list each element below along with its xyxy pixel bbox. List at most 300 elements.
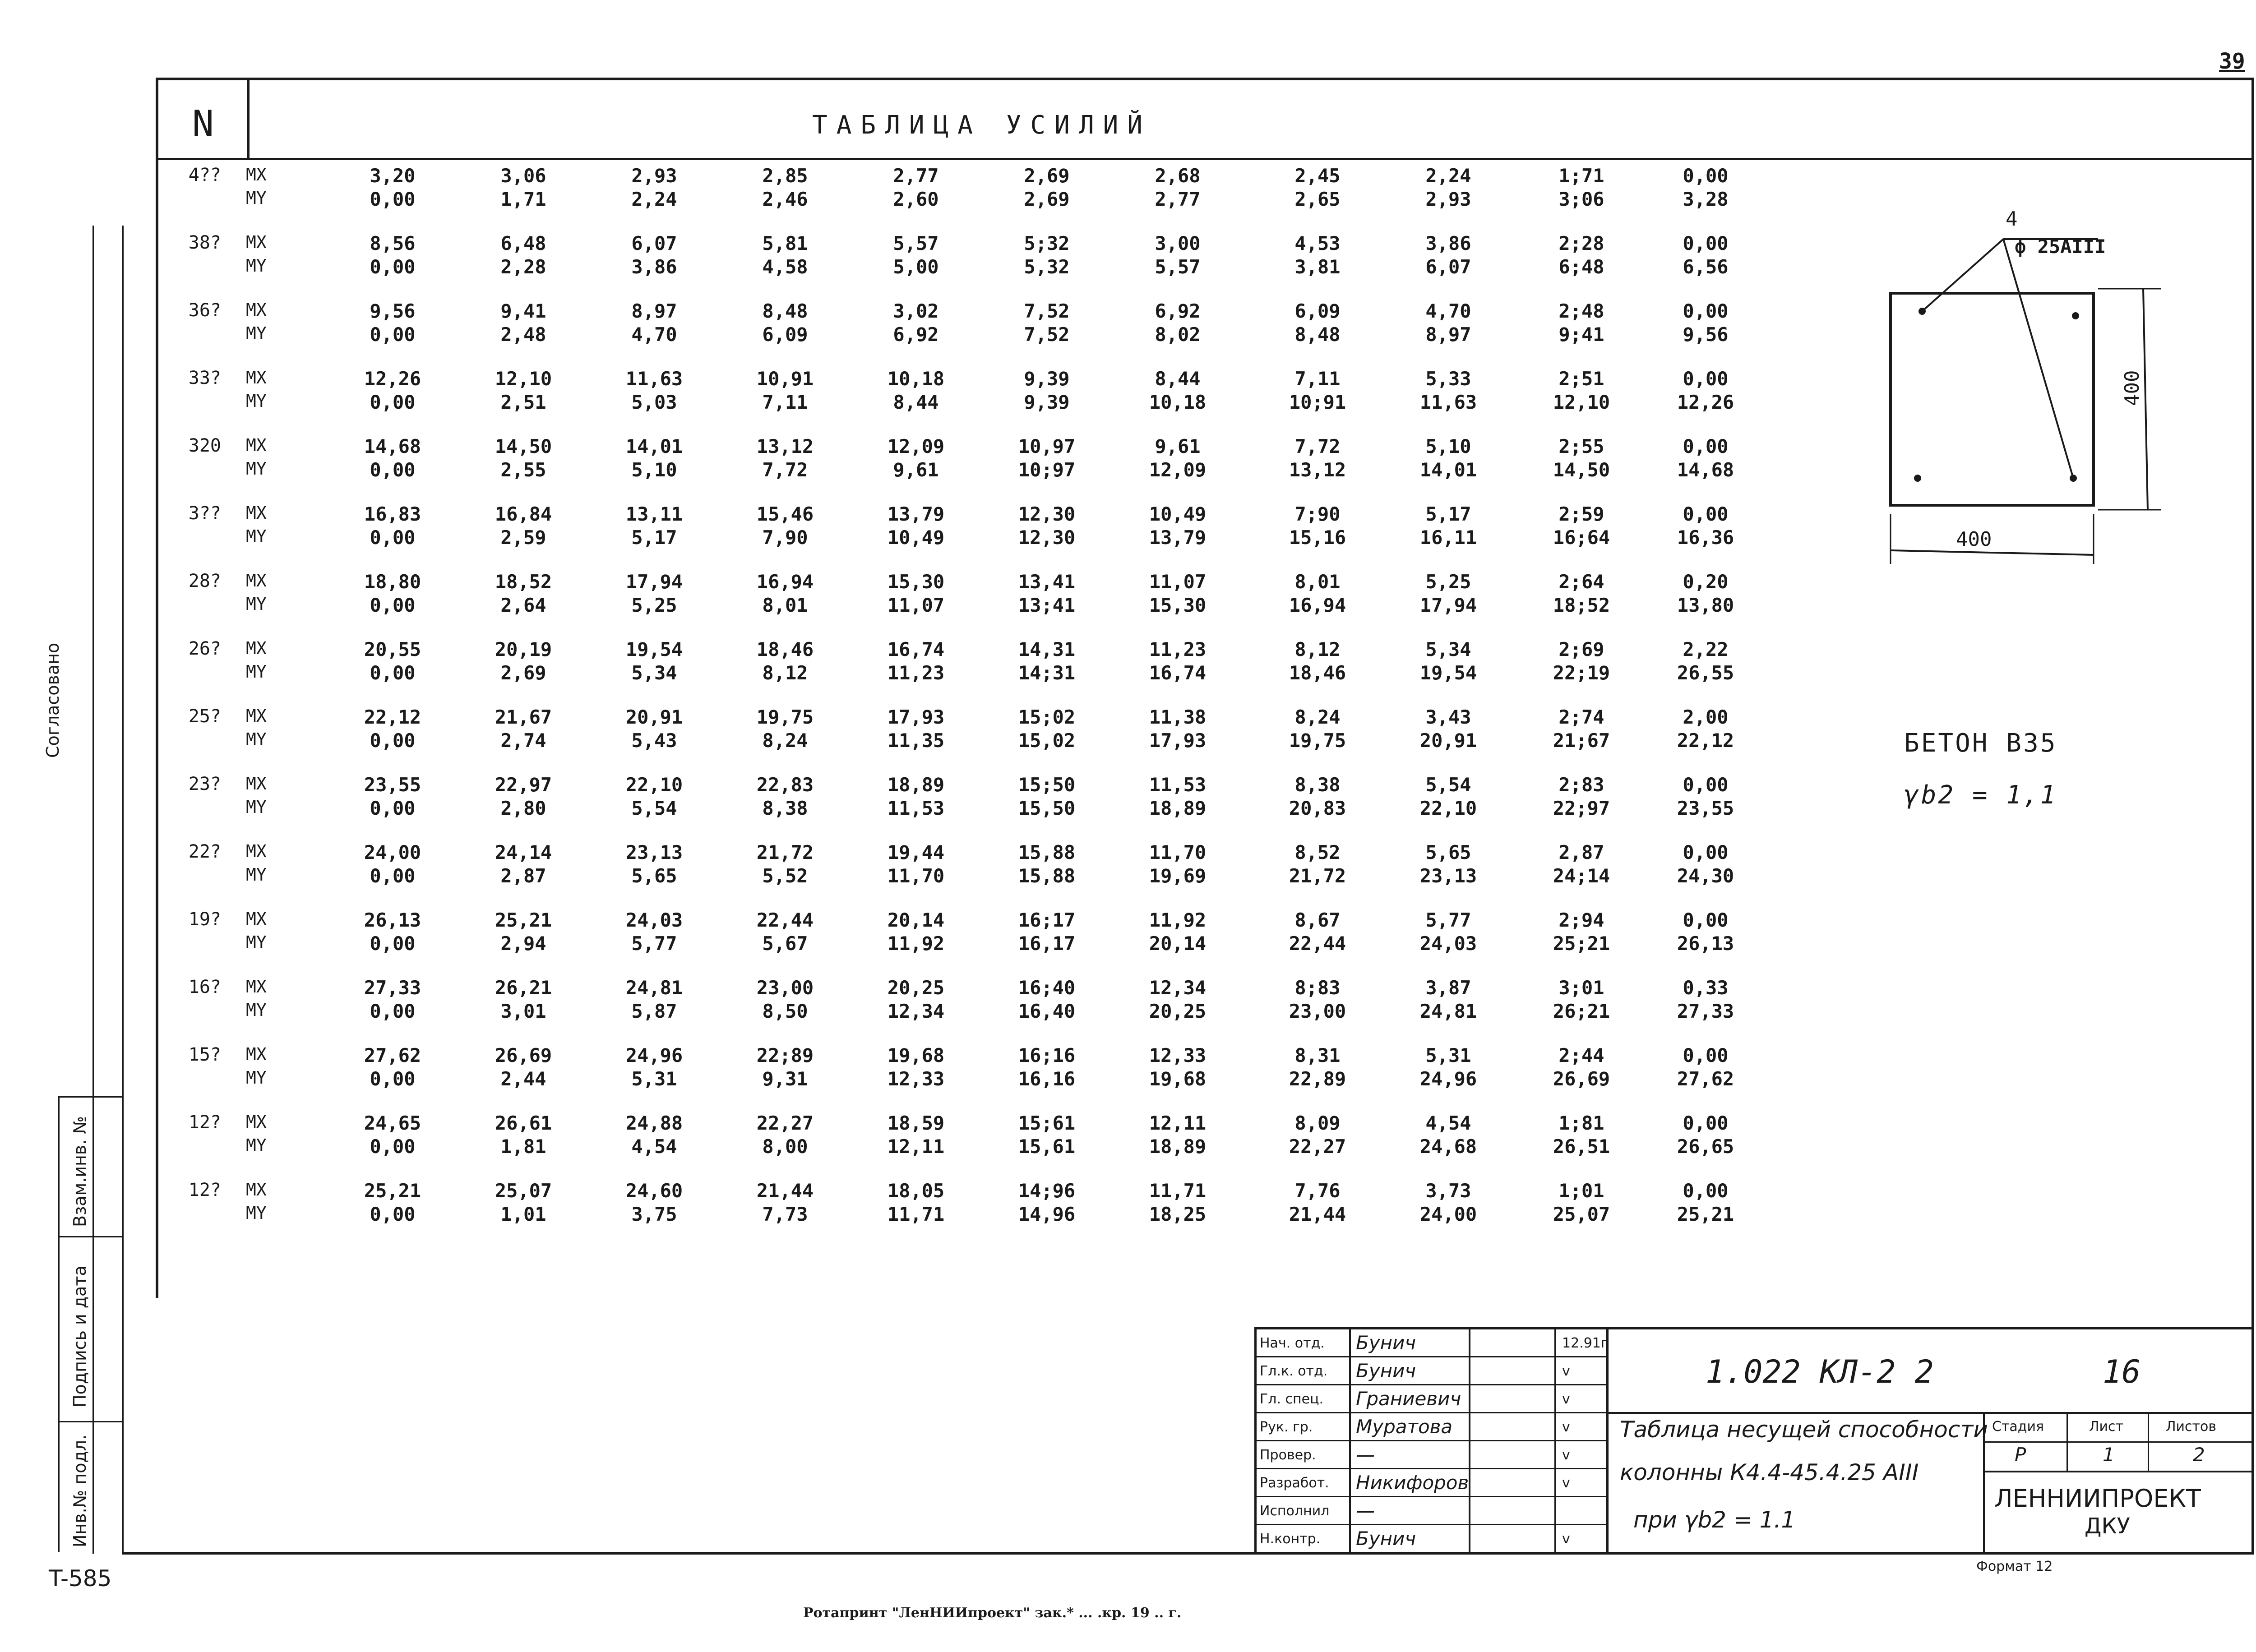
table-cell: 21,44 bbox=[1289, 1203, 1346, 1225]
table-cell: 20,19 bbox=[495, 638, 552, 660]
table-cell: 3,73 bbox=[1425, 1180, 1471, 1202]
table-cell: 16,40 bbox=[1018, 1000, 1076, 1022]
row-label-my: MY bbox=[246, 932, 267, 952]
table-cell: 20,14 bbox=[1149, 932, 1207, 955]
table-cell: 19,54 bbox=[625, 638, 683, 660]
row-number: 12? bbox=[188, 1180, 221, 1200]
table-cell: 2;74 bbox=[1558, 706, 1604, 728]
table-cell: 27,62 bbox=[1677, 1068, 1734, 1090]
table-cell: 0,00 bbox=[370, 1068, 416, 1090]
table-cell: 26,51 bbox=[1553, 1135, 1610, 1158]
table-cell: 26,21 bbox=[495, 977, 552, 999]
header-separator-line bbox=[156, 158, 2254, 160]
stamp-row-line bbox=[1254, 1524, 1609, 1525]
table-cell: 2,77 bbox=[1155, 188, 1201, 210]
table-cell: 3,28 bbox=[1683, 188, 1729, 210]
table-cell: 13,41 bbox=[1018, 571, 1076, 593]
table-cell: 18;52 bbox=[1553, 594, 1610, 616]
table-cell: 7;90 bbox=[1294, 503, 1341, 525]
row-number: 25? bbox=[188, 706, 221, 727]
row-label-my: MY bbox=[246, 1068, 267, 1088]
table-cell: 16,84 bbox=[495, 503, 552, 525]
table-cell: 0,00 bbox=[370, 594, 416, 616]
table-cell: 2;51 bbox=[1558, 368, 1604, 390]
sidebar-right-line bbox=[122, 226, 124, 1554]
table-cell: 0,00 bbox=[370, 797, 416, 819]
table-cell: 12,09 bbox=[1149, 459, 1207, 481]
stamp-stage-label: Стадия bbox=[1992, 1419, 2044, 1435]
table-cell: 11,71 bbox=[887, 1203, 945, 1225]
table-cell: 18,89 bbox=[1149, 1135, 1207, 1158]
table-cell: 2;64 bbox=[1558, 571, 1604, 593]
row-label-mx: MX bbox=[246, 165, 267, 185]
table-cell: 15;02 bbox=[1018, 706, 1076, 728]
table-cell: 2,68 bbox=[1155, 165, 1201, 187]
stamp-date: v bbox=[1562, 1419, 1570, 1435]
section-height-label: 400 bbox=[2121, 370, 2144, 406]
table-cell: 5,57 bbox=[1155, 256, 1201, 278]
table-cell: 5,31 bbox=[1425, 1044, 1471, 1066]
row-label-mx: MX bbox=[246, 977, 267, 997]
row-label-my: MY bbox=[246, 662, 267, 682]
table-cell: 27,33 bbox=[364, 977, 421, 999]
table-cell: 6,48 bbox=[500, 232, 546, 254]
stamp-stage-col-2 bbox=[2148, 1412, 2149, 1471]
table-cell: 13,79 bbox=[1149, 526, 1207, 549]
stamp-stage-bottom bbox=[1983, 1471, 2252, 1472]
table-cell: 23,55 bbox=[1677, 797, 1734, 819]
table-cell: 6,92 bbox=[893, 323, 939, 346]
table-cell: 12,26 bbox=[1677, 391, 1734, 413]
table-cell: 21,67 bbox=[495, 706, 552, 728]
dim-line-right bbox=[2143, 289, 2148, 510]
table-cell: 14;31 bbox=[1018, 662, 1076, 684]
row-label-mx: MX bbox=[246, 232, 267, 252]
table-cell: 13,11 bbox=[625, 503, 683, 525]
row-label-mx: MX bbox=[246, 841, 267, 861]
table-cell: 2,24 bbox=[631, 188, 677, 210]
concrete-class-label: БЕТОН В35 bbox=[1904, 729, 2057, 758]
rebar-dot bbox=[2072, 312, 2079, 319]
table-cell: 13,12 bbox=[756, 435, 814, 457]
stamp-name: Бунич bbox=[1356, 1527, 1416, 1550]
table-cell: 18,89 bbox=[887, 774, 945, 796]
frame-top-line bbox=[156, 78, 2254, 80]
table-cell: 22,27 bbox=[756, 1112, 814, 1134]
stamp-date: v bbox=[1562, 1447, 1570, 1463]
table-cell: 20,91 bbox=[1419, 729, 1477, 752]
row-label-my: MY bbox=[246, 729, 267, 749]
table-cell: 6;48 bbox=[1558, 256, 1604, 278]
table-cell: 3,75 bbox=[631, 1203, 677, 1225]
row-label-mx: MX bbox=[246, 638, 267, 658]
table-cell: 12,11 bbox=[1149, 1112, 1207, 1134]
table-cell: 0,00 bbox=[1683, 368, 1729, 390]
row-number: 28? bbox=[188, 571, 221, 591]
table-cell: 24,65 bbox=[364, 1112, 421, 1134]
row-label-my: MY bbox=[246, 1000, 267, 1020]
table-cell: 2,85 bbox=[762, 165, 808, 187]
stamp-stage-value: Р bbox=[2015, 1444, 2026, 1466]
table-cell: 0,00 bbox=[370, 1203, 416, 1225]
table-cell: 2,28 bbox=[500, 256, 546, 278]
table-cell: 2,69 bbox=[1024, 188, 1070, 210]
table-cell: 25,21 bbox=[495, 909, 552, 931]
table-cell: 24,30 bbox=[1677, 865, 1734, 887]
table-cell: 8,12 bbox=[762, 662, 808, 684]
table-cell: 7,90 bbox=[762, 526, 808, 549]
table-cell: 5,03 bbox=[631, 391, 677, 413]
table-cell: 26,55 bbox=[1677, 662, 1734, 684]
table-cell: 5,17 bbox=[1425, 503, 1471, 525]
row-number: 38? bbox=[188, 232, 221, 253]
frame-bottom-line bbox=[122, 1552, 2254, 1555]
table-cell: 24,81 bbox=[625, 977, 683, 999]
table-cell: 26,69 bbox=[1553, 1068, 1610, 1090]
table-cell: 11,07 bbox=[887, 594, 945, 616]
table-cell: 23,00 bbox=[1289, 1000, 1346, 1022]
stamp-title-line1: Таблица несущей способности bbox=[1620, 1417, 1988, 1443]
table-cell: 17,94 bbox=[625, 571, 683, 593]
stamp-row-line bbox=[1254, 1412, 1609, 1413]
table-cell: 22;19 bbox=[1553, 662, 1610, 684]
table-cell: 5,65 bbox=[1425, 841, 1471, 863]
table-cell: 3,87 bbox=[1425, 977, 1471, 999]
table-cell: 18,46 bbox=[1289, 662, 1346, 684]
table-cell: 16,17 bbox=[1018, 932, 1076, 955]
table-cell: 3,86 bbox=[631, 256, 677, 278]
table-cell: 0,00 bbox=[1683, 232, 1729, 254]
table-cell: 13;41 bbox=[1018, 594, 1076, 616]
table-cell: 9;41 bbox=[1558, 323, 1604, 346]
table-cell: 2,77 bbox=[893, 165, 939, 187]
table-cell: 5,00 bbox=[893, 256, 939, 278]
table-cell: 7,52 bbox=[1024, 300, 1070, 322]
table-cell: 23,13 bbox=[1419, 865, 1477, 887]
table-cell: 8,56 bbox=[370, 232, 416, 254]
stamp-role: Провер. bbox=[1260, 1447, 1316, 1463]
table-cell: 5,52 bbox=[762, 865, 808, 887]
concrete-coef-label: γb2 = 1,1 bbox=[1904, 780, 2057, 810]
row-label-my: MY bbox=[246, 459, 267, 479]
table-cell: 8,09 bbox=[1294, 1112, 1341, 1134]
table-cell: 8,67 bbox=[1294, 909, 1341, 931]
stamp-role: Гл.к. отд. bbox=[1260, 1363, 1328, 1379]
table-cell: 17,94 bbox=[1419, 594, 1477, 616]
table-cell: 2,45 bbox=[1294, 165, 1341, 187]
table-cell: 5,54 bbox=[631, 797, 677, 819]
stamp-date: v bbox=[1562, 1475, 1570, 1491]
row-number: 12? bbox=[188, 1112, 221, 1133]
table-cell: 2,80 bbox=[500, 797, 546, 819]
table-cell: 2;28 bbox=[1558, 232, 1604, 254]
table-cell: 5,43 bbox=[631, 729, 677, 752]
stamp-name: — bbox=[1356, 1444, 1375, 1466]
table-cell: 5,10 bbox=[1425, 435, 1471, 457]
table-cell: 18,05 bbox=[887, 1180, 945, 1202]
table-cell: 16,16 bbox=[1018, 1068, 1076, 1090]
row-number: 33? bbox=[188, 368, 221, 388]
table-cell: 23,00 bbox=[756, 977, 814, 999]
stamp-name: Бунич bbox=[1356, 1332, 1416, 1354]
table-cell: 20,25 bbox=[1149, 1000, 1207, 1022]
table-cell: 15,16 bbox=[1289, 526, 1346, 549]
table-cell: 8,48 bbox=[1294, 323, 1341, 346]
table-cell: 2,94 bbox=[500, 932, 546, 955]
table-cell: 9,39 bbox=[1024, 368, 1070, 390]
table-cell: 4,54 bbox=[631, 1135, 677, 1158]
table-cell: 16,94 bbox=[756, 571, 814, 593]
table-cell: 0,00 bbox=[370, 188, 416, 210]
table-cell: 0,00 bbox=[1683, 165, 1729, 187]
table-cell: 17,93 bbox=[887, 706, 945, 728]
table-cell: 11,92 bbox=[1149, 909, 1207, 931]
table-cell: 2,59 bbox=[500, 526, 546, 549]
table-cell: 2;59 bbox=[1558, 503, 1604, 525]
table-cell: 3;06 bbox=[1558, 188, 1604, 210]
stamp-role: Рук. гр. bbox=[1260, 1419, 1313, 1435]
table-cell: 22;97 bbox=[1553, 797, 1610, 819]
table-cell: 5,17 bbox=[631, 526, 677, 549]
table-cell: 16;40 bbox=[1018, 977, 1076, 999]
table-cell: 5,34 bbox=[631, 662, 677, 684]
table-cell: 20,55 bbox=[364, 638, 421, 660]
table-cell: 0,00 bbox=[1683, 909, 1729, 931]
sidebar-left-line bbox=[58, 1096, 60, 1552]
table-cell: 8,31 bbox=[1294, 1044, 1341, 1066]
table-cell: 8,00 bbox=[762, 1135, 808, 1158]
table-cell: 2;44 bbox=[1558, 1044, 1604, 1066]
stamp-row-line bbox=[1254, 1468, 1609, 1469]
table-cell: 1,81 bbox=[500, 1135, 546, 1158]
table-cell: 9,56 bbox=[370, 300, 416, 322]
table-cell: 11,35 bbox=[887, 729, 945, 752]
table-cell: 5,77 bbox=[1425, 909, 1471, 931]
sidebar-divider-1 bbox=[58, 1096, 123, 1098]
stamp-role: Нач. отд. bbox=[1260, 1335, 1325, 1351]
table-cell: 24,00 bbox=[1419, 1203, 1477, 1225]
row-number: 3?? bbox=[188, 503, 221, 524]
stamp-sheets-value: 2 bbox=[2193, 1444, 2205, 1466]
table-cell: 3,86 bbox=[1425, 232, 1471, 254]
table-cell: 12,34 bbox=[1149, 977, 1207, 999]
table-cell: 15;50 bbox=[1018, 774, 1076, 796]
table-cell: 2,24 bbox=[1425, 165, 1471, 187]
table-cell: 7,73 bbox=[762, 1203, 808, 1225]
sidebar-inv-podl-label: Инв.№ подл. bbox=[70, 1434, 90, 1547]
bar-count-label: 4 bbox=[2006, 208, 2018, 231]
table-cell: 8,01 bbox=[762, 594, 808, 616]
rebar-dot bbox=[1914, 475, 1921, 482]
table-cell: 0,00 bbox=[1683, 841, 1729, 863]
stamp-role: Исполнил bbox=[1260, 1503, 1330, 1519]
stamp-date: v bbox=[1562, 1363, 1570, 1379]
table-cell: 12,10 bbox=[495, 368, 552, 390]
sidebar-divider-3 bbox=[58, 1421, 123, 1422]
table-cell: 6,07 bbox=[631, 232, 677, 254]
table-cell: 2,65 bbox=[1294, 188, 1341, 210]
table-cell: 6,92 bbox=[1155, 300, 1201, 322]
table-cell: 18,89 bbox=[1149, 797, 1207, 819]
row-label-my: MY bbox=[246, 323, 267, 343]
table-cell: 14,50 bbox=[495, 435, 552, 457]
table-cell: 8,02 bbox=[1155, 323, 1201, 346]
row-label-mx: MX bbox=[246, 368, 267, 388]
sidebar-vzam-label: Взам.инв. № bbox=[70, 1116, 90, 1227]
table-cell: 21,72 bbox=[756, 841, 814, 863]
table-cell: 16,74 bbox=[887, 638, 945, 660]
sidebar-agreed-label: Согласовано bbox=[43, 642, 63, 758]
table-cell: 5,57 bbox=[893, 232, 939, 254]
stamp-org: ЛЕННИИПРОЕКТ bbox=[1994, 1484, 2201, 1513]
row-number: 16? bbox=[188, 977, 221, 997]
table-cell: 0,00 bbox=[370, 1000, 416, 1022]
table-cell: 2;83 bbox=[1558, 774, 1604, 796]
row-number: 19? bbox=[188, 909, 221, 930]
table-cell: 14,31 bbox=[1018, 638, 1076, 660]
table-cell: 15,30 bbox=[1149, 594, 1207, 616]
table-cell: 22,44 bbox=[756, 909, 814, 931]
table-cell: 20,14 bbox=[887, 909, 945, 931]
table-cell: 1;01 bbox=[1558, 1180, 1604, 1202]
table-cell: 18,46 bbox=[756, 638, 814, 660]
table-cell: 6,09 bbox=[1294, 300, 1341, 322]
table-cell: 5;32 bbox=[1024, 232, 1070, 254]
table-cell: 18,52 bbox=[495, 571, 552, 593]
table-cell: 2,93 bbox=[1425, 188, 1471, 210]
table-cell: 3;01 bbox=[1558, 977, 1604, 999]
table-cell: 2,00 bbox=[1683, 706, 1729, 728]
row-label-mx: MX bbox=[246, 706, 267, 726]
table-cell: 4,53 bbox=[1294, 232, 1341, 254]
table-cell: 0,00 bbox=[370, 323, 416, 346]
table-cell: 18,80 bbox=[364, 571, 421, 593]
table-cell: 5,81 bbox=[762, 232, 808, 254]
table-cell: 16;16 bbox=[1018, 1044, 1076, 1066]
table-cell: 17,93 bbox=[1149, 729, 1207, 752]
table-cell: 5,65 bbox=[631, 865, 677, 887]
footer-text: Ротапринт "ЛенНИИпроект" зак.* ... .кр. 19 .. г. bbox=[803, 1605, 1182, 1621]
row-label-my: MY bbox=[246, 594, 267, 614]
table-cell: 2,69 bbox=[500, 662, 546, 684]
table-cell: 9,56 bbox=[1683, 323, 1729, 346]
table-cell: 12,10 bbox=[1553, 391, 1610, 413]
table-cell: 19,68 bbox=[887, 1044, 945, 1066]
table-cell: 8;83 bbox=[1294, 977, 1341, 999]
table-cell: 21,72 bbox=[1289, 865, 1346, 887]
table-cell: 4,70 bbox=[1425, 300, 1471, 322]
row-number: 320 bbox=[188, 435, 221, 456]
table-cell: 13,80 bbox=[1677, 594, 1734, 616]
table-cell: 2,93 bbox=[631, 165, 677, 187]
table-cell: 2,48 bbox=[500, 323, 546, 346]
table-cell: 8,44 bbox=[893, 391, 939, 413]
table-cell: 8,01 bbox=[1294, 571, 1341, 593]
table-cell: 25,07 bbox=[1553, 1203, 1610, 1225]
table-cell: 11,07 bbox=[1149, 571, 1207, 593]
stamp-top-line bbox=[1254, 1327, 2252, 1329]
table-cell: 2,44 bbox=[500, 1068, 546, 1090]
table-cell: 14,68 bbox=[364, 435, 421, 457]
table-cell: 15,61 bbox=[1018, 1135, 1076, 1158]
row-label-my: MY bbox=[246, 526, 267, 546]
stamp-title-line2: колонны К4.4-45.4.25 АIII bbox=[1620, 1459, 1919, 1486]
table-cell: 5,25 bbox=[631, 594, 677, 616]
table-cell: 11,92 bbox=[887, 932, 945, 955]
table-cell: 24,03 bbox=[625, 909, 683, 931]
table-cell: 15,46 bbox=[756, 503, 814, 525]
row-label-mx: MX bbox=[246, 1112, 267, 1132]
table-cell: 20,25 bbox=[887, 977, 945, 999]
row-number: 22? bbox=[188, 841, 221, 862]
table-cell: 10,97 bbox=[1018, 435, 1076, 457]
table-cell: 0,20 bbox=[1683, 571, 1729, 593]
row-label-my: MY bbox=[246, 1203, 267, 1223]
table-cell: 18,59 bbox=[887, 1112, 945, 1134]
table-cell: 5,32 bbox=[1024, 256, 1070, 278]
row-label-mx: MX bbox=[246, 1044, 267, 1064]
table-cell: 11,38 bbox=[1149, 706, 1207, 728]
row-label-mx: MX bbox=[246, 435, 267, 455]
table-cell: 0,00 bbox=[1683, 503, 1729, 525]
table-cell: 11,63 bbox=[625, 368, 683, 390]
table-cell: 5,54 bbox=[1425, 774, 1471, 796]
table-cell: 27,33 bbox=[1677, 1000, 1734, 1022]
section-outline bbox=[1891, 293, 2094, 505]
stamp-org-sub: ДКУ bbox=[2085, 1514, 2130, 1539]
table-cell: 12,11 bbox=[887, 1135, 945, 1158]
table-cell: 25,21 bbox=[364, 1180, 421, 1202]
stamp-stage-col-1 bbox=[2066, 1412, 2068, 1471]
table-cell: 3,00 bbox=[1155, 232, 1201, 254]
table-cell: 15;61 bbox=[1018, 1112, 1076, 1134]
dim-line-bottom bbox=[1891, 550, 2094, 555]
table-cell: 26;21 bbox=[1553, 1000, 1610, 1022]
table-cell: 2,60 bbox=[893, 188, 939, 210]
table-cell: 3,02 bbox=[893, 300, 939, 322]
table-cell: 10;97 bbox=[1018, 459, 1076, 481]
table-cell: 5,31 bbox=[631, 1068, 677, 1090]
table-cell: 13,79 bbox=[887, 503, 945, 525]
table-cell: 8,97 bbox=[631, 300, 677, 322]
table-cell: 22,44 bbox=[1289, 932, 1346, 955]
table-cell: 1,01 bbox=[500, 1203, 546, 1225]
table-cell: 22,10 bbox=[625, 774, 683, 796]
table-cell: 26,13 bbox=[364, 909, 421, 931]
stamp-name: Бунич bbox=[1356, 1360, 1416, 1382]
row-label-mx: MX bbox=[246, 571, 267, 591]
table-cell: 8,12 bbox=[1294, 638, 1341, 660]
table-cell: 24,81 bbox=[1419, 1000, 1477, 1022]
row-number: 15? bbox=[188, 1044, 221, 1065]
table-cell: 14,68 bbox=[1677, 459, 1734, 481]
row-label-my: MY bbox=[246, 797, 267, 817]
table-cell: 0,00 bbox=[1683, 774, 1729, 796]
stamp-sheet-value: 1 bbox=[2103, 1444, 2115, 1466]
table-cell: 19,68 bbox=[1149, 1068, 1207, 1090]
table-cell: 25;21 bbox=[1553, 932, 1610, 955]
table-cell: 14,96 bbox=[1018, 1203, 1076, 1225]
table-cell: 22,83 bbox=[756, 774, 814, 796]
table-cell: 27,62 bbox=[364, 1044, 421, 1066]
table-cell: 12,09 bbox=[887, 435, 945, 457]
table-cell: 18,25 bbox=[1149, 1203, 1207, 1225]
table-cell: 1,71 bbox=[500, 188, 546, 210]
table-cell: 21;67 bbox=[1553, 729, 1610, 752]
table-cell: 19,44 bbox=[887, 841, 945, 863]
table-cell: 10,49 bbox=[887, 526, 945, 549]
table-cell: 14,01 bbox=[625, 435, 683, 457]
